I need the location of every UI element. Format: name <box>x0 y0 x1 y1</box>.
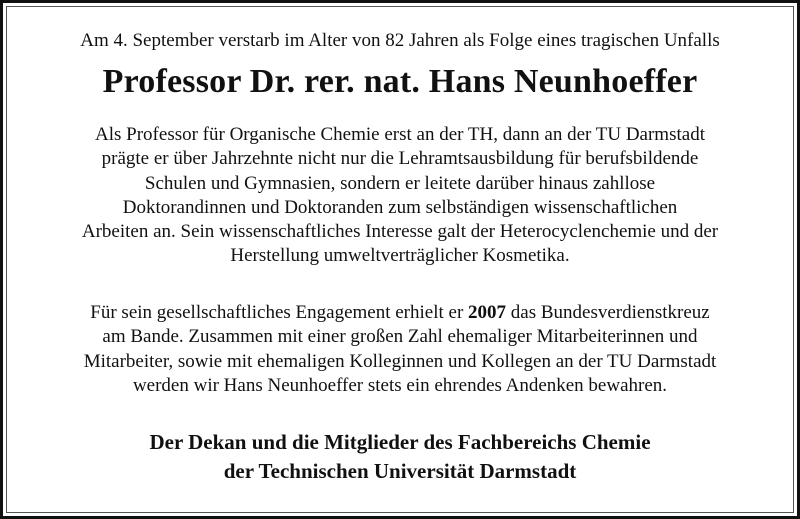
honors-line <box>3 301 797 325</box>
biography-line: Schulen und Gymnasien, sondern er leitete darüber hinaus zahllose <box>144 172 656 194</box>
biography-line: Doktorandinnen und Doktoranden zum selbständigen wissenschaftlichen <box>122 196 678 218</box>
signature-block <box>3 428 797 486</box>
biography-line: Arbeiten an. Sein wissenschaftliches Interesse galt der Heterocyclenchemie und der <box>81 221 719 243</box>
honors-line: Mitarbeiter, sowie mit ehemaligen Kolleginnen und Kollegen an der TU Darmstadt <box>83 350 717 372</box>
honors-line: am Bande. Zusammen mit einer großen Zahl ehemaliger Mitarbeiterinnen und <box>102 326 698 348</box>
signature-line: Der Dekan und die Mitglieder des Fachbereichs Chemie <box>149 430 651 454</box>
honors-text-before: Für sein gesellschaftliches Engagement erhielt er <box>90 302 469 323</box>
award-year: 2007 <box>468 302 507 323</box>
biography-line: prägte er über Jahrzehnte nicht nur die Lehramtsausbildung für berufsbildende <box>101 148 699 170</box>
signature-line: der Technischen Universität Darmstadt <box>223 459 577 483</box>
intro-line: Am 4. September verstarb im Alter von 82 Jahren als Folge eines tragischen Unfalls <box>80 30 720 51</box>
honors-line: werden wir Hans Neunhoeffer stets ein ehrendes Andenken bewahren. <box>132 374 668 396</box>
honors-text-after: das Bundesverdienstkreuz <box>506 302 710 323</box>
honors-paragraph <box>3 301 797 398</box>
deceased-name-heading: Professor Dr. rer. nat. Hans Neunhoeffer <box>102 63 698 100</box>
biography-line: Herstellung umweltverträglicher Kosmetika. <box>230 245 570 267</box>
biography-paragraph <box>3 123 797 269</box>
biography-line: Als Professor für Organische Chemie erst an der TH, dann an der TU Darmstadt <box>95 124 705 145</box>
